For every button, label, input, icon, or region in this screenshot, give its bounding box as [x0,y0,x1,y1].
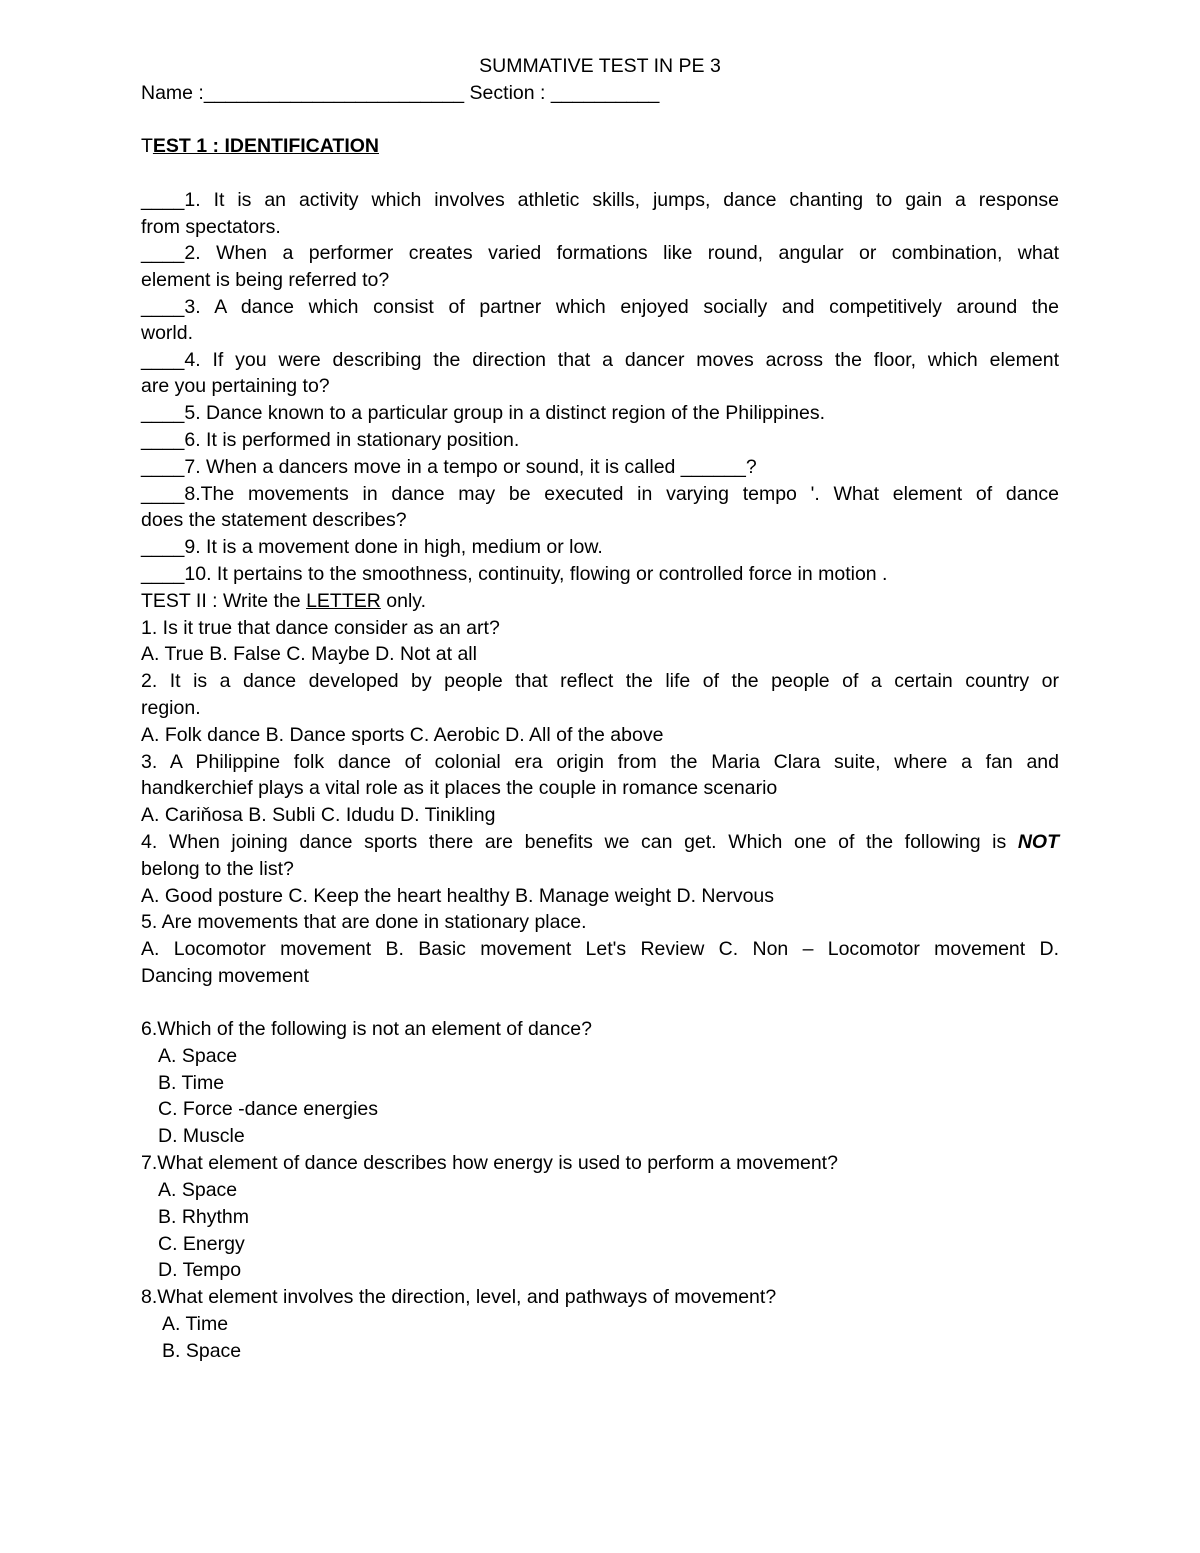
test1-item-8-line2: does the statement describes? [141,509,407,531]
test2-question-2-choices: A. Folk dance B. Dance sports C. Aerobic D. All of the above [141,724,664,746]
test1-title [141,133,1059,160]
test2-question-3-line1: 3. A Philippine folk dance of colonial era origin from the Maria Clara suite, where a fan and [141,751,1059,773]
test2-question-4-line2: belong to the list? [141,858,294,880]
test2-question-5: 5. Are movements that are done in stationary place. [141,911,587,933]
test2-question-7-choice-a: A. Space [158,1179,238,1201]
test1-item-6: ____6. It is performed in stationary position. [141,429,520,451]
test1-item-2-line1: ____2. When a performer creates varied formations like round, angular or combination, what [141,242,1059,264]
test2-question-3-line2: handkerchief plays a vital role as it places the couple in romance scenario [141,777,778,799]
test1-item-1-line2: from spectators. [141,216,281,238]
test2-question-8-choice-b: B. Space [162,1340,242,1362]
test2-question-2-line2: region. [141,697,201,719]
test2-question-1-choices: A. True B. False C. Maybe D. Not at all [141,643,477,665]
test1-title-prefix: T [141,135,153,157]
test2-question-2-line1: 2. It is a dance developed by people that reflect the life of the people of a certain country or [141,670,1059,692]
test1-item-5: ____5. Dance known to a particular group in a distinct region of the Philippines. [141,402,826,424]
document-title: SUMMATIVE TEST IN PE 3 [479,55,721,77]
test2-question-6-choice-b: B. Time [158,1072,225,1094]
test1-item-3-line1: ____3. A dance which consist of partner which enjoyed socially and competitively around the [141,296,1059,318]
name-section-line: Name :________________________ Section : __________ [141,82,660,104]
test2-title-underlined: LETTER [306,590,381,612]
test1-item-8-line1: ____8.The movements in dance may be executed in varying tempo '. What element of dance [141,483,1059,505]
test2-question-7-choice-c: C. Energy [158,1233,245,1255]
test2-question-4-emphasis: NOT [1017,831,1059,853]
test2-question-3-choices: A. Cariňosa B. Subli C. Idudu D. Tinikling [141,804,496,826]
test2-question-8-choice-a: A. Time [162,1313,229,1335]
test1-item-10: ____10. It pertains to the smoothness, continuity, flowing or controlled force in motion . [141,563,888,585]
test2-question-4-line1 [141,829,1059,856]
test2-question-7-choice-b: B. Rhythm [158,1206,250,1228]
test2-question-7: 7.What element of dance describes how energy is used to perform a movement? [141,1152,838,1174]
test1-item-4-line1: ____4. If you were describing the direction that a dancer moves across the floor, which element [141,349,1059,371]
test1-item-9: ____9. It is a movement done in high, medium or low. [141,536,603,558]
test1-item-2-line2: element is being referred to? [141,269,390,291]
test2-question-5-choices-line2: Dancing movement [141,965,309,987]
test2-title [141,588,1059,615]
test2-question-6: 6.Which of the following is not an element of dance? [141,1018,592,1040]
test1-item-3-line2: world. [141,322,194,344]
test2-question-1: 1. Is it true that dance consider as an art? [141,617,500,639]
test2-question-6-choice-d: D. Muscle [158,1125,245,1147]
test1-item-7: ____7. When a dancers move in a tempo or sound, it is called ______? [141,456,757,478]
test1-title-rest: EST 1 : IDENTIFICATION [152,135,379,157]
test2-question-4-choices: A. Good posture C. Keep the heart healthy B. Manage weight D. Nervous [141,885,775,907]
test2-question-7-choice-d: D. Tempo [158,1259,242,1281]
test1-item-4-line2: are you pertaining to? [141,375,330,397]
test2-title-after: only. [380,590,427,612]
test1-item-1-line1: ____1. It is an activity which involves athletic skills, jumps, dance chanting to gain a response [141,189,1059,211]
test2-question-5-choices-line1: A. Locomotor movement B. Basic movement Let's Review C. Non – Locomotor movement D. [141,938,1059,960]
test2-title-before: TEST II : Write the [141,590,307,612]
test2-question-6-choice-a: A. Space [158,1045,238,1067]
test2-question-4-text: 4. When joining dance sports there are benefits we can get. Which one of the following is [141,831,1018,853]
test2-question-6-choice-c: C. Force -dance energies [158,1098,379,1120]
test2-question-8: 8.What element involves the direction, level, and pathways of movement? [141,1286,777,1308]
